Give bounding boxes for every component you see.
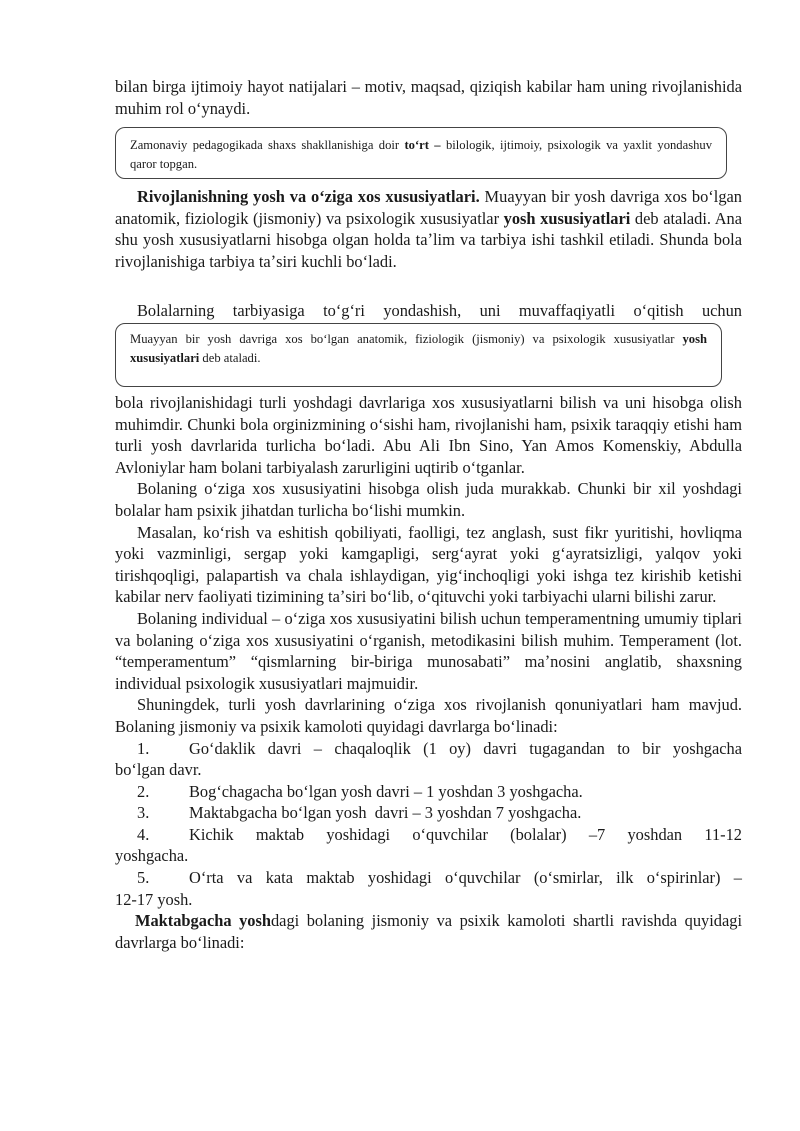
list-item — [115, 781, 742, 803]
list-text-continued: boʻlgan davr. — [115, 760, 202, 780]
list-item — [115, 802, 742, 824]
paragraph-2-start-text: Bolalarning tarbiyasiga toʻgʻri yondashish, uni muvaffaqiyatli oʻqitish uchun — [137, 301, 742, 320]
list-number: 3. — [137, 803, 150, 823]
list-text: Oʻrta va kata maktab yoshidagi oʻquvchilar (oʻsmirlar, ilk oʻspirinlar) – — [189, 868, 742, 888]
list-number: 5. — [137, 868, 150, 888]
list-item — [115, 824, 742, 867]
paragraph-5: Bolaning individual – oʻziga xos xususiyatini bilish uchun temperamentning umumiy tiplari va bolaning oʻziga xos xususiyatini oʻrganish, metodikasini bilish muhim. Temperament (lot. “temperamentum” “qismlarning bir-biriga munosabati” maʼnosini anglatib, shaxsning individual psixologik xususiyatlari majmuidir. — [115, 608, 742, 693]
list-text: Maktabgacha boʻlgan yosh davri – 3 yoshdan 7 yoshgacha. — [189, 803, 582, 823]
callout-2-after: deb ataladi. — [199, 351, 261, 365]
intro-paragraph — [115, 76, 742, 119]
body-flow — [115, 392, 742, 953]
section-text-b: deb ataladi. Ana shu yosh xususiyatlarni hisobga olgan holda taʼlim va tarbiya ishi tashkil etiladi. Shunda bola rivojlanishiga tarbiya taʼsiri kuchli boʻladi. — [115, 208, 743, 271]
list-text: Bogʻchagacha boʻlgan yosh davri – 1 yoshdan 3 yoshgacha. — [189, 781, 583, 801]
section-paragraph-1 — [115, 186, 742, 272]
callout-1-bold: toʻrt – — [404, 138, 441, 152]
paragraph-4: Masalan, koʻrish va eshitish qobiliyati, faolligi, tez anglash, sust fikr yuritishi, hovliqma yoki vazminligi, sergap yoki kamgapligi, sergʻayrat yoki gʻayratsizligi, yalqov yoki tirishqoqligi, palapartish va chala ishlaydigan, yigʻinchoqligi yoki ishga tez kirishib ketishi kabilar nerv faoliyati tizimining taʼsiri boʻlib, oʻqituvchi yoki tarbiyachi ularni bilishi zarur. — [115, 522, 742, 607]
callout-1-after: bilologik, ijtimoiy, psixologik va yaxlit yondashuv qaror topgan. — [130, 138, 712, 171]
callout-box-1 — [115, 127, 727, 179]
section-text-a: Muayyan bir yosh davriga xos boʻlgan anatomik, fiziologik (jismoniy) va psixologik xususiyatlar — [115, 187, 742, 228]
final-paragraph — [115, 910, 742, 953]
paragraph-2-start — [115, 300, 742, 322]
callout-2-bold: yosh xususiyatlari — [130, 332, 707, 365]
paragraph-6: Shuningdek, turli yosh davrlarining oʻziga xos rivojlanish qonuniyatlari ham mavjud. Bolaning jismoniy va psixik kamoloti quyidagi davrlarga boʻlinadi: — [115, 695, 742, 736]
list-text: Kichik maktab yoshidagi oʻquvchilar (bolalar) –7 yoshdan 11-12 — [189, 824, 742, 844]
list-number: 4. — [137, 824, 150, 844]
callout-box-2 — [115, 323, 722, 387]
list-item — [115, 738, 742, 781]
section-heading: Rivojlanishning yosh va oʻziga xos xususiyatlari. — [137, 187, 480, 206]
final-bold: Maktabgacha yosh — [135, 911, 271, 931]
list-text-continued: 12-17 yosh. — [115, 889, 193, 909]
list-item — [115, 867, 742, 910]
list-number: 1. — [137, 738, 150, 758]
paragraph-3: Bolaning oʻziga xos xususiyatini hisobga olish juda murakkab. Chunki bir xil yoshdagi bolalar ham psixik jihatdan turlicha boʻlishi mumkin. — [115, 479, 742, 520]
age-periods-list — [115, 738, 742, 911]
callout-1-before: Zamonaviy pedagogikada shaxs shakllanishiga doir — [130, 138, 405, 152]
list-text: Goʻdaklik davri – chaqaloqlik (1 oy) davri tugagandan to bir yoshgacha — [189, 738, 742, 758]
list-text-continued: yoshgacha. — [115, 846, 189, 866]
callout-2-before: Muayyan bir yosh davriga xos boʻlgan anatomik, fiziologik (jismoniy) va psixologik xususiyatlar — [130, 332, 683, 346]
final-text: dagi bolaning jismoniy va psixik kamoloti shartli ravishda quyidagi davrlarga boʻlinadi: — [115, 911, 742, 952]
list-number: 2. — [137, 781, 150, 801]
intro-text: bilan birga ijtimoiy hayot natijalari – motiv, maqsad, qiziqish kabilar ham uning rivojlanishida muhim rol oʻynaydi. — [115, 77, 742, 118]
paragraph-2-continued: bola rivojlanishidagi turli yoshdagi davrlariga xos xususiyatlarni bilish va uni hisobga olish muhimdir. Chunki bola orginizmining oʻsishi ham, rivojlanishi ham, psixik taraqqiy etishi ham turli yosh davrlarida turlicha boʻladi. Abu Ali Ibn Sino, Yan Amos Komenskiy, Abdulla Avloniylar ham bolani tarbiyalash zarurligini uqtirib oʻtganlar. — [115, 393, 742, 477]
section-bold-term: yosh xususiyatlari — [503, 208, 631, 228]
